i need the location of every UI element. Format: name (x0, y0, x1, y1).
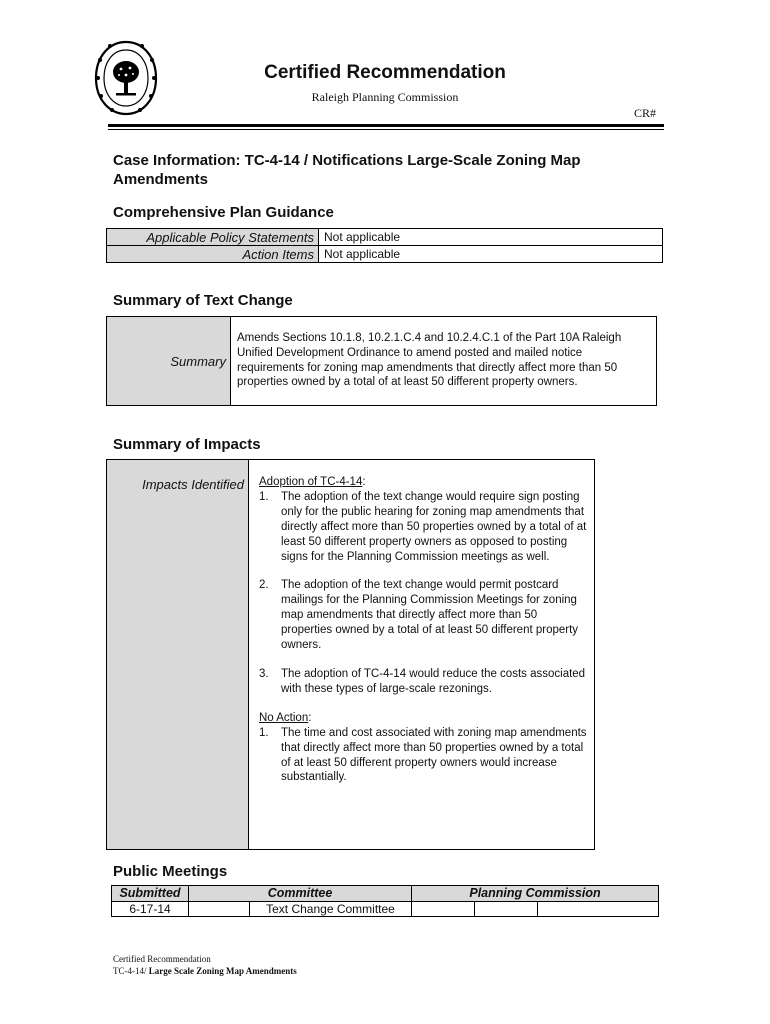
footer-case-title: Large Scale Zoning Map Amendments (146, 966, 297, 976)
planning-commission-cell (475, 902, 538, 917)
footer-line-1: Certified Recommendation (113, 954, 211, 964)
planning-commission-cell (412, 902, 475, 917)
adoption-heading: Adoption of TC-4-14 (259, 476, 363, 488)
impacts-content: Adoption of TC-4-14: 1. The adoption of the text change would require sign posting only for the public hearing for zoning map amendments that directly affect more than 50 properties owned by a total of at least 50 different property owners as opposed to posting signs for the Planning Commission meetings as well. 2. The adoption of the text change would permit postcard mailings for the Planning Commission Meetings for zoning map amendments that directly affect more than 50 properties owned by a total of at least 50 different property owners. 3. The adoption of TC-4-14 would reduce the costs associated with these types of large-scale rezonings. No Action: 1. The time and cost associated with zoning map amendments that directly affect more than 50 properties owned by a total of at least 50 different property owners would increase substantially. (249, 460, 595, 850)
impacts-heading: Summary of Impacts (113, 436, 261, 453)
case-information-heading: Case Information: TC-4-14 / Notifications Large-Scale Zoning Map Amendments (113, 152, 581, 188)
list-item-number: 2. (259, 579, 269, 592)
document-title: Certified Recommendation (264, 62, 506, 83)
impacts-label: Impacts Identified (107, 460, 249, 850)
list-item-number: 1. (259, 490, 269, 503)
list-item (259, 578, 588, 653)
committee-date (189, 902, 250, 917)
document-code: CR# (633, 106, 656, 120)
table-row (107, 317, 657, 406)
table-row (112, 902, 659, 917)
list-item (259, 667, 588, 697)
table-header-row (112, 886, 659, 902)
planning-commission-column-header: Planning Commission (412, 886, 659, 902)
summary-label: Summary (107, 317, 231, 406)
list-item-text: The time and cost associated with zoning map amendments that directly affect more than 50 properties owned by a total of at least 50 different property owners would increase substantially. (281, 726, 587, 784)
policy-statements-value: Not applicable (319, 229, 663, 246)
policy-statements-label: Applicable Policy Statements (107, 229, 319, 246)
list-item-text: The adoption of TC-4-14 would reduce the costs associated with these types of large-scale rezonings. (281, 667, 586, 695)
submitted-column-header: Submitted (112, 886, 189, 902)
submitted-date: 6-17-14 (112, 902, 189, 917)
action-items-label: Action Items (107, 246, 319, 263)
text-change-heading: Summary of Text Change (113, 292, 293, 309)
document-subtitle: Raleigh Planning Commission (311, 90, 459, 104)
planning-commission-cell (538, 902, 659, 917)
page-footer (113, 953, 297, 977)
comprehensive-plan-heading: Comprehensive Plan Guidance (113, 204, 334, 221)
text-change-table (106, 316, 657, 406)
list-item-text: The adoption of the text change would permit postcard mailings for the Planning Commission Meetings for zoning map amendments that directly affect more than 50 properties owned by a total of at least 50 different property owners. (281, 579, 579, 652)
comprehensive-plan-table (106, 228, 663, 263)
list-item-number: 3. (259, 667, 269, 680)
impacts-table (106, 459, 595, 850)
summary-text: Amends Sections 10.1.8, 10.2.1.C.4 and 10.2.4.C.1 of the Part 10A Raleigh Unified Development Ordinance to amend posted and mailed notice requirements for zoning map amendments that directly affect more than 50 properties owned by a total of at least 50 different property owners. (231, 317, 657, 406)
list-item (259, 490, 588, 565)
committee-name: Text Change Committee (250, 902, 412, 917)
footer-case-id: TC-4-14/ (113, 966, 147, 976)
footer-line-2 (113, 965, 297, 977)
header-rule-thin (108, 129, 664, 130)
list-item-text: The adoption of the text change would require sign posting only for the public hearing for zoning map amendments that directly affect more than 50 properties owned by a total of at least 50 different property owners as opposed to posting signs for the Planning Commission meetings as well. (281, 490, 587, 563)
action-items-value: Not applicable (319, 246, 663, 263)
public-meetings-table (111, 885, 659, 917)
table-row (107, 246, 663, 263)
public-meetings-heading: Public Meetings (113, 863, 228, 880)
no-action-heading: No Action (259, 711, 309, 724)
list-item (259, 726, 588, 786)
table-row (107, 229, 663, 246)
header-rule-thick (108, 124, 664, 127)
committee-column-header: Committee (189, 886, 412, 902)
list-item-number: 1. (259, 726, 269, 739)
table-row (107, 460, 595, 850)
